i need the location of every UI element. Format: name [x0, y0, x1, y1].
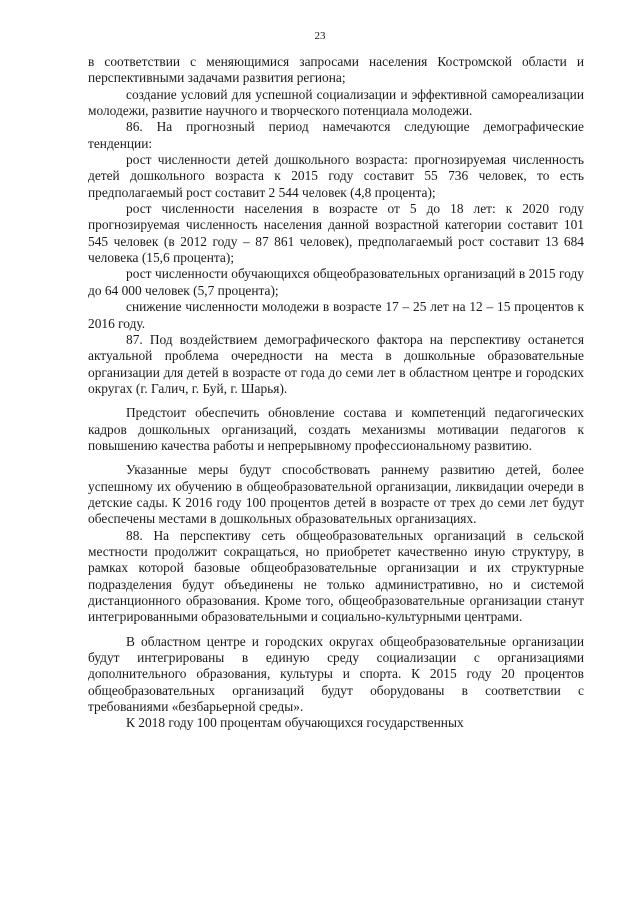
paragraph-1: в соответствии с меняющимися запросами населения Костромской области и перспективными задачами развития региона;	[88, 54, 584, 86]
paragraph-10: Указанные меры будут способствовать раннему развитию детей, более успешному их обучению в общеобразовательной организации, ликвидации очереди в детские сады. К 2016 году 100 процентов детей в возрасте от трех до семи лет будут обеспечены местами в дошкольных образовательных организациях.	[88, 462, 584, 527]
paragraph-11: 88. На перспективу сеть общеобразовательных организаций в сельской местности продолжит сокращаться, но приобретет качественно иную структуру, в рамках которой базовые общеобразовательные организации и их структурные подразделения будут объединены не только административно, но и системой дистанционного образования. Кроме того, общеобразовательные организации станут интегрированными образовательными и социально-культурными центрами.	[88, 527, 584, 625]
paragraph-6: рост численности обучающихся общеобразовательных организаций в 2015 году до 64 000 человек (5,7 процента);	[88, 266, 584, 298]
paragraph-9: Предстоит обеспечить обновление состава и компетенций педагогических кадров дошкольных организаций, создать механизмы мотивации педагогов к повышению качества работы и непрерывному профессиональному развитию.	[88, 405, 584, 453]
paragraph-2: создание условий для успешной социализации и эффективной самореализации молодежи, развитие научного и творческого потенциала молодежи.	[88, 86, 584, 119]
paragraph-3: 86. На прогнозный период намечаются следующие демографические тенденции:	[88, 119, 584, 151]
paragraph-8: 87. Под воздействием демографического фактора на перспективу останется актуальной проблема очередности на места в дошкольные образовательные организации для детей в возрасте от года до семи лет в областном центре и городских округах (г. Галич, г. Буй, г. Шарья).	[88, 331, 584, 396]
paragraph-13: К 2018 году 100 процентам обучающихся государственных	[126, 715, 464, 731]
paragraph-4: рост численности детей дошкольного возраста: прогнозируемая численность детей дошкольного возраста к 2015 году составит 55 736 человек, то есть предполагаемый рост составит 2 544 человек (4,8 процента);	[88, 152, 584, 200]
paragraph-7: снижение численности молодежи в возрасте 17 – 25 лет на 12 – 15 процентов к 2016 году.	[88, 299, 584, 331]
document-body	[88, 54, 584, 732]
paragraph-12: В областном центре и городских округах общеобразовательные организации будут интегрированы в единую среду социализации с организациями дополнительного образования, культуры и спорта. К 2015 году 20 процентов общеобразовательных организаций будут оборудованы в соответствии с требованиями «безбарьерной среды».	[88, 633, 584, 715]
paragraph-5: рост численности населения в возрасте от 5 до 18 лет: к 2020 году прогнозируемая численность населения данной возрастной категории составит 101 545 человек (в 2012 году – 87 861 человек), предполагаемый рост составит 13 684 человека (15,6 процента);	[88, 201, 584, 266]
page-number: 23	[314, 30, 326, 42]
